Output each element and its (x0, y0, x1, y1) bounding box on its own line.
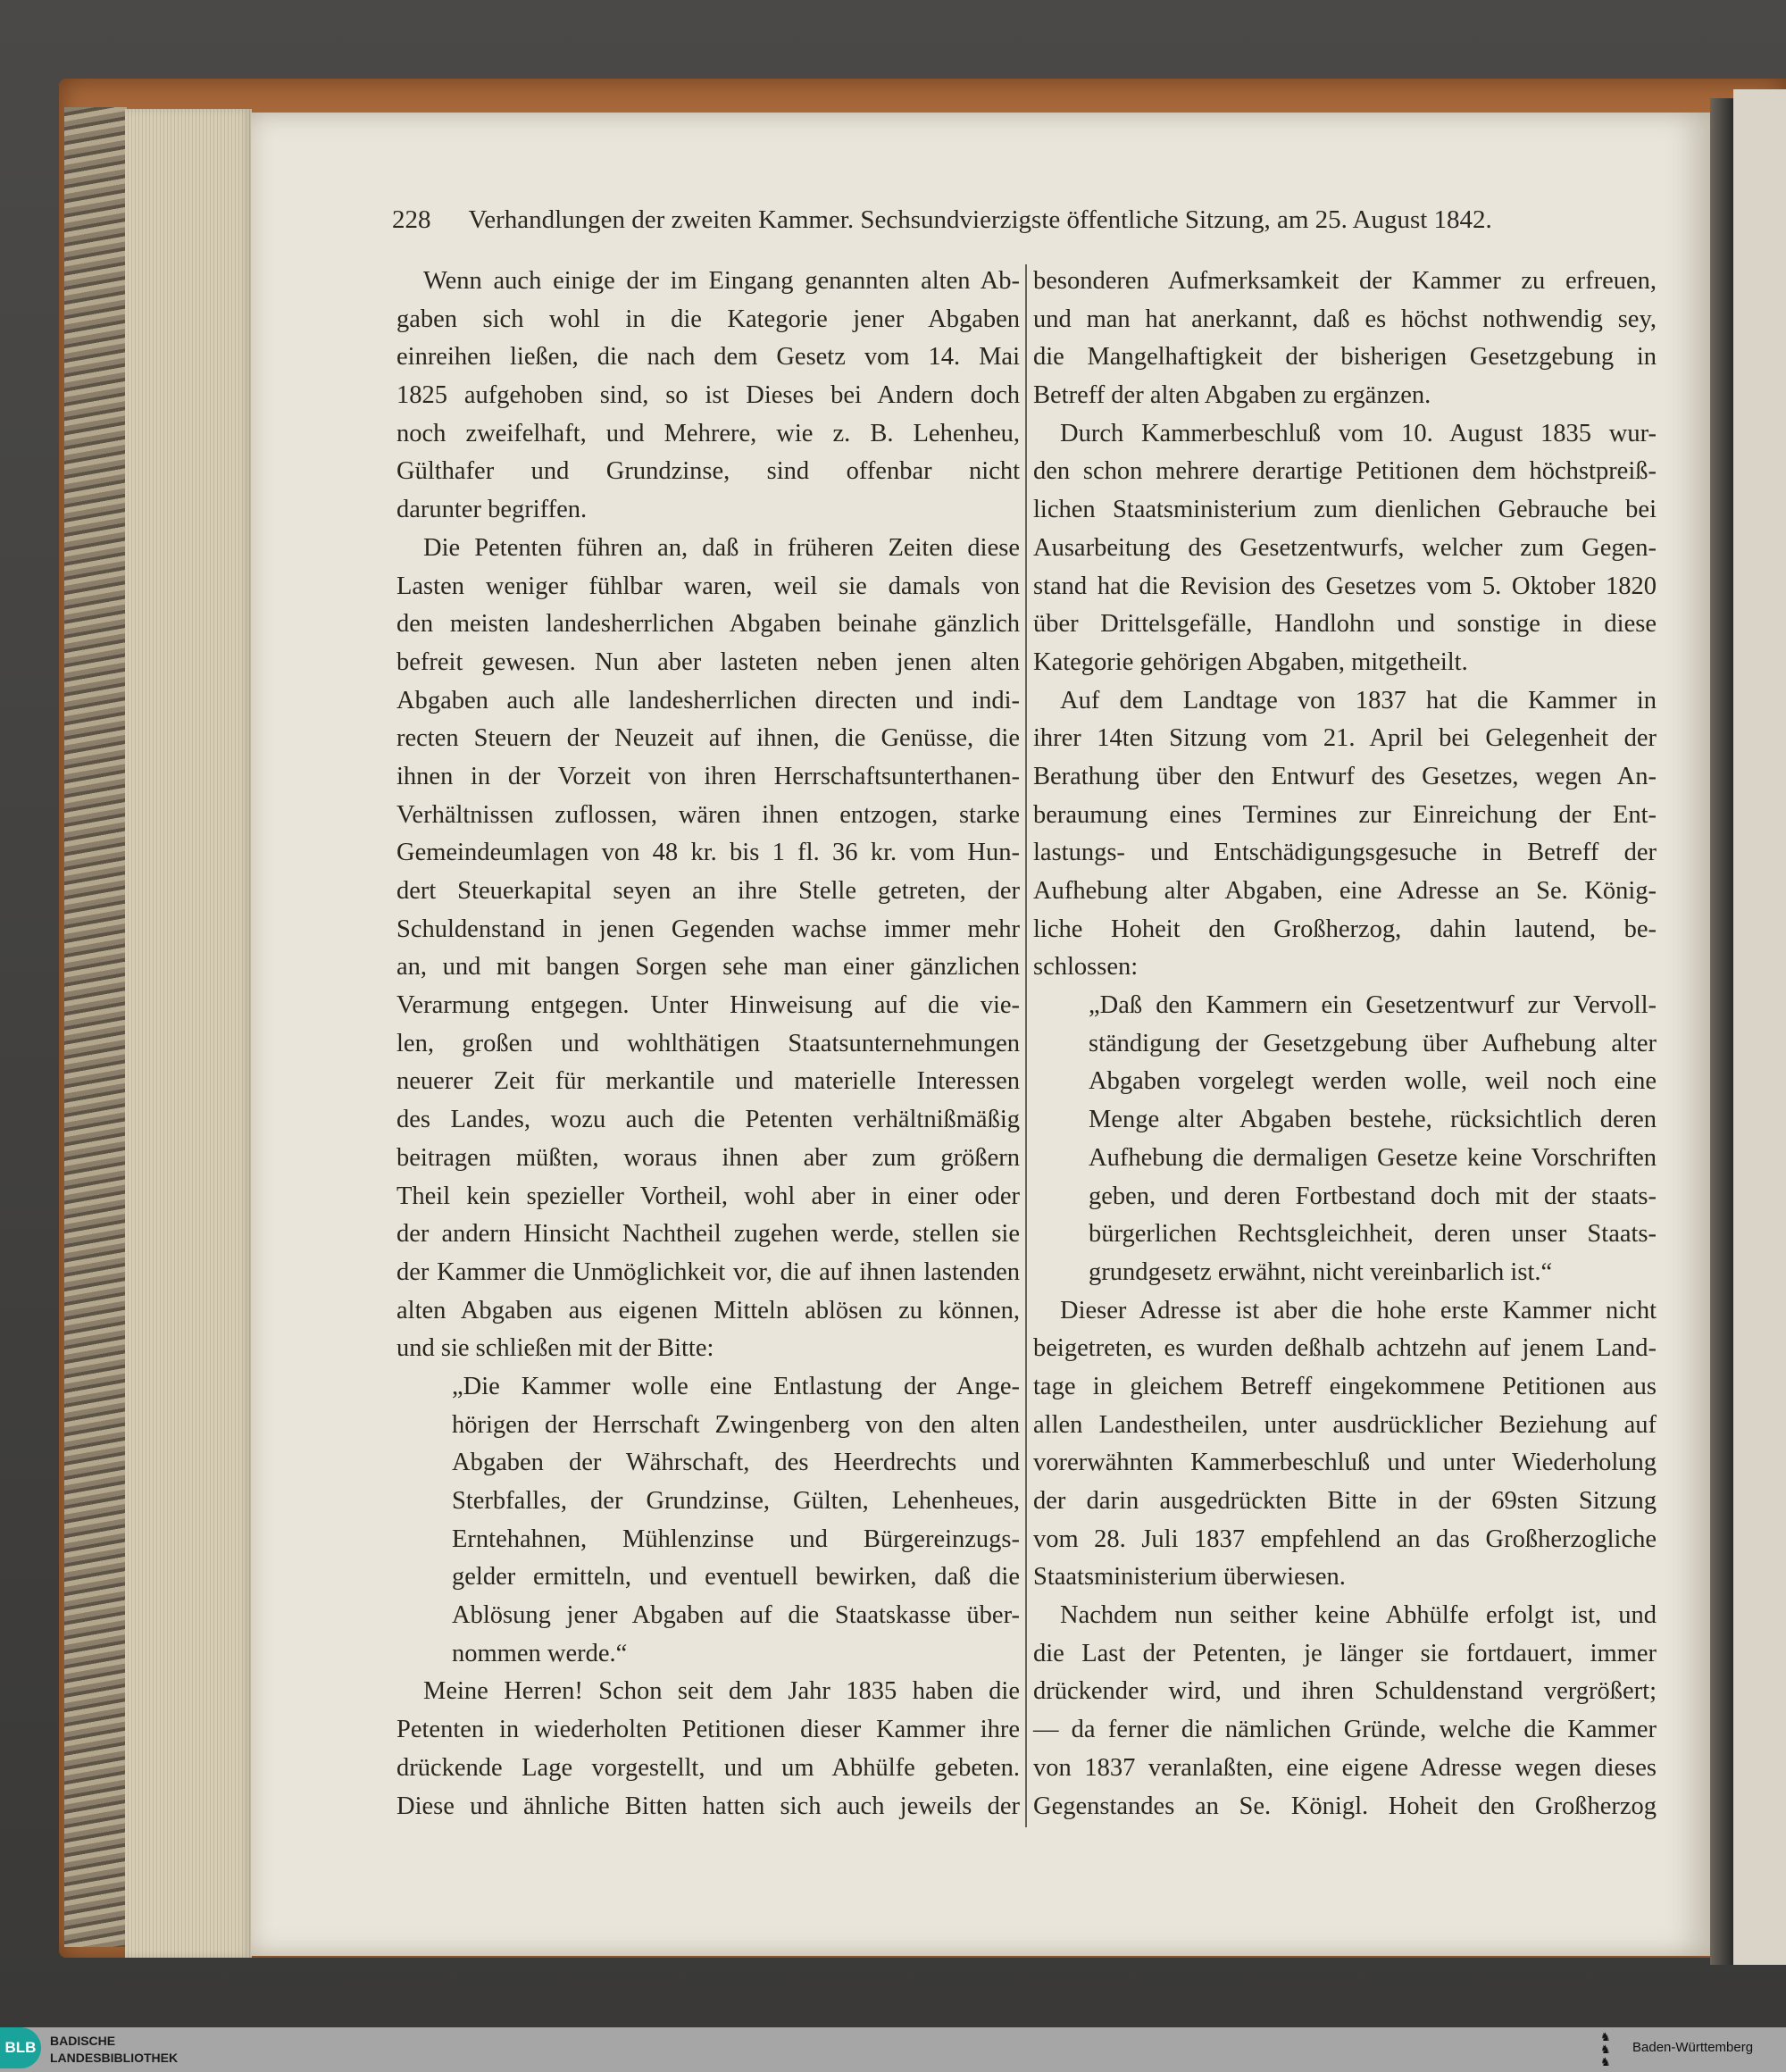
text-line: die Mangelhaftigkeit der bisherigen Gesetzgebung in (1033, 343, 1657, 372)
text-line: gelder ermitteln, und eventuell bewirken, daß die (452, 1563, 1020, 1592)
left-column (396, 263, 1020, 1826)
text-line: den meisten landesherrlichen Abgaben beinahe gänzlich (396, 610, 1020, 639)
paragraph (396, 1673, 1020, 1826)
text-line: Abgaben auch alle landesherrlichen directen und indi- (396, 686, 1020, 714)
text-line: drückende Lage vorgestellt, und um Abhülfe gebeten. (396, 1753, 1020, 1782)
text-line: beitragen müßten, woraus ihnen aber zum größern (396, 1143, 1020, 1172)
block-quote (1033, 987, 1657, 1292)
right-column (1033, 263, 1657, 1826)
text-line: — da ferner die nämlichen Gründe, welche die Kammer (1033, 1716, 1657, 1744)
text-line: nommen werde.“ (452, 1639, 628, 1667)
text-line: Diese und ähnliche Bitten hatten sich auch jeweils der (396, 1792, 1020, 1820)
text-line: der Kammer die Unmöglichkeit vor, die auf ihnen lastenden (396, 1257, 1020, 1286)
text-line: gaben sich wohl in die Kategorie jener Abgaben (396, 305, 1020, 333)
text-line: Petenten in wiederholten Petitionen dieser Kammer ihre (396, 1716, 1020, 1744)
text-line: den schon mehrere derartige Petitionen dem höchstpreiß- (1033, 457, 1657, 486)
text-line: Menge alter Abgaben bestehe, rücksichtlich deren (1089, 1106, 1657, 1134)
paragraph (1033, 1292, 1657, 1598)
text-line: Aufhebung die dermaligen Gesetze keine Vorschriften (1089, 1143, 1657, 1172)
text-line: ihnen in der Vorzeit von ihren Herrschaftsunterthanen- (396, 762, 1020, 790)
lion-emblem-icon: ♞ ♞ ♞ (1600, 2030, 1611, 2068)
book-gutter (1710, 98, 1733, 1965)
paragraph (396, 263, 1020, 530)
text-line: Sterbfalles, der Grundzinse, Gülten, Lehenheues, (452, 1487, 1020, 1515)
text-line: dert Steuerkapital seyen an ihre Stelle getreten, der (396, 877, 1020, 905)
running-header (392, 205, 1589, 245)
text-line: Berathung über den Entwurf des Gesetzes, wegen An- (1033, 762, 1657, 790)
text-line: Ausarbeitung des Gesetzentwurfs, welcher zum Gegen- (1033, 533, 1657, 562)
text-line: „Die Kammer wolle eine Entlastung der Ange- (452, 1372, 1020, 1400)
text-line: Gegenstandes an Se. Königl. Hoheit den Großherzog (1033, 1792, 1657, 1820)
library-name-line1: BADISCHE (50, 2034, 116, 2048)
text-line: vorerwähnten Kammerbeschluß und unter Wiederholung (1033, 1449, 1657, 1477)
text-line: bürgerlichen Rechtsgleichheit, deren unser Staats- (1089, 1220, 1657, 1249)
text-line: Abgaben der Währschaft, des Heerdrechts und (452, 1449, 1020, 1477)
paragraph (1033, 1597, 1657, 1826)
column-divider (1025, 264, 1027, 1827)
text-line: allen Landestheilen, unter ausdrücklicher Beziehung auf (1033, 1410, 1657, 1439)
text-line: an, und mit bangen Sorgen sehe man einer gänzlichen (396, 953, 1020, 982)
text-line: Auf dem Landtage von 1837 hat die Kammer in (1060, 686, 1657, 714)
text-line: befreit gewesen. Nun aber lasteten neben jenen alten (396, 648, 1020, 676)
text-line: Aufhebung alter Abgaben, eine Adresse an Se. König- (1033, 877, 1657, 905)
text-line: Abgaben vorgelegt werden wolle, weil noch eine (1089, 1067, 1657, 1096)
blb-logo[interactable] (0, 2027, 41, 2068)
text-line: beigetreten, es wurden deßhalb achtzehn auf jenem Land- (1033, 1334, 1657, 1363)
text-line: lichen Staatsministerium zum dienlichen Gebrauche bei (1033, 496, 1657, 524)
blb-logo-text: BLB (4, 2039, 37, 2056)
text-line: und sie schließen mit der Bitte: (396, 1334, 714, 1363)
text-line: tage in gleichem Betreff eingekommene Petitionen aus (1033, 1372, 1657, 1400)
text-line: Durch Kammerbeschluß vom 10. August 1835 wur- (1060, 419, 1657, 447)
text-line: drückender wird, und ihren Schuldenstand vergrößert; (1033, 1677, 1657, 1706)
text-line: Wenn auch einige der im Eingang genannten alten Ab- (423, 267, 1020, 295)
text-line: Lasten weniger fühlbar waren, weil sie damals von (396, 572, 1020, 600)
library-name-line2: LANDESBIBLIOTHEK (50, 2051, 179, 2065)
text-line: beraumung eines Termines zur Einreichung der Ent- (1033, 800, 1657, 829)
paragraph (1033, 682, 1657, 988)
marbled-spine-edge (64, 107, 127, 1947)
text-line: Betreff der alten Abgaben zu ergänzen. (1033, 381, 1431, 410)
text-line: Erntehahnen, Mühlenzinse und Bürgereinzugs- (452, 1525, 1020, 1553)
text-line: lastungs- und Entschädigungsgesuche in Betreff der (1033, 839, 1657, 867)
text-line: und man hat anerkannt, daß es höchst nothwendig sey, (1033, 305, 1657, 333)
text-line: besonderen Aufmerksamkeit der Kammer zu erfreuen, (1033, 267, 1657, 295)
text-line: stand hat die Revision des Gesetzes vom 5. Oktober 1820 (1033, 572, 1657, 600)
text-line: recten Steuern der Neuzeit auf ihnen, die Genüsse, die (396, 724, 1020, 753)
text-line: liche Hoheit den Großherzog, dahin lautend, be- (1033, 915, 1657, 943)
text-line: der andern Hinsicht Nachtheil zugehen werde, stellen sie (396, 1220, 1020, 1249)
page-stack-edge (125, 109, 252, 1958)
running-title: Verhandlungen der zweiten Kammer. Sechsundvierzigste öffentliche Sitzung, am 25. August 1842. (468, 205, 1492, 234)
text-line: Nachdem nun seither keine Abhülfe erfolgt ist, und (1060, 1601, 1657, 1630)
text-line: des Landes, wozu auch die Petenten verhältnißmäßig (396, 1106, 1020, 1134)
text-line: ihrer 14ten Sitzung vom 21. April bei Gelegenheit der (1033, 724, 1657, 753)
text-line: Ablösung jener Abgaben auf die Staatskasse über- (452, 1601, 1020, 1630)
text-line: ständigung der Gesetzgebung über Aufhebung alter (1089, 1029, 1657, 1057)
text-line: grundgesetz erwähnt, nicht vereinbarlich ist.“ (1089, 1257, 1553, 1286)
state-name: Baden-Württemberg (1632, 2040, 1754, 2055)
text-line: über Drittelsgefälle, Handlohn und sonstige in diese (1033, 610, 1657, 639)
text-line: Staatsministerium überwiesen. (1033, 1563, 1346, 1592)
text-line: Gülthafer und Grundzinse, sind offenbar nicht (396, 457, 1020, 486)
text-line: Verarmung entgegen. Unter Hinweisung auf die vie- (396, 991, 1020, 1020)
text-line: neuerer Zeit für merkantile und materielle Interessen (396, 1067, 1020, 1096)
text-line: vom 28. Juli 1837 empfehlend an das Großherzogliche (1033, 1525, 1657, 1553)
text-line: schlossen: (1033, 953, 1139, 982)
text-line: Theil kein spezieller Vortheil, wohl aber in einer oder (396, 1182, 1020, 1210)
text-line: darunter begriffen. (396, 496, 588, 524)
facing-page-edge (1733, 89, 1786, 1965)
viewer-footer (0, 2027, 1786, 2072)
text-line: geben, und deren Fortbestand doch mit der staats- (1089, 1182, 1657, 1210)
text-line: einreihen ließen, die nach dem Gesetz vom 14. Mai (396, 343, 1020, 372)
text-line: Schuldenstand in jenen Gegenden wachse immer mehr (396, 915, 1020, 943)
text-line: alten Abgaben aus eigenen Mitteln ablösen zu können, (396, 1296, 1020, 1324)
text-line: der darin ausgedrückten Bitte in der 69sten Sitzung (1033, 1487, 1657, 1515)
text-line: Kategorie gehörigen Abgaben, mitgetheilt. (1033, 648, 1468, 676)
library-name (50, 2033, 178, 2067)
text-line: „Daß den Kammern ein Gesetzentwurf zur Vervoll- (1089, 991, 1657, 1020)
text-line: hörigen der Herrschaft Zwingenberg von den alten (452, 1410, 1020, 1439)
text-line: noch zweifelhaft, und Mehrere, wie z. B. Lehenheu, (396, 419, 1020, 447)
text-line: Verhältnissen zuflossen, wären ihnen entzogen, starke (396, 800, 1020, 829)
text-line: von 1837 veranlaßten, eine eigene Adresse wegen dieses (1033, 1753, 1657, 1782)
paragraph (1033, 415, 1657, 682)
text-line: 1825 aufgehoben sind, so ist Dieses bei Andern doch (396, 381, 1020, 410)
text-line: Dieser Adresse ist aber die hohe erste Kammer nicht (1060, 1296, 1657, 1324)
text-line: Gemeindeumlagen von 48 kr. bis 1 fl. 36 kr. vom Hun- (396, 839, 1020, 867)
text-line: Die Petenten führen an, daß in früheren Zeiten diese (423, 533, 1020, 562)
block-quote (396, 1368, 1020, 1674)
text-line: len, großen und wohlthätigen Staatsunternehmungen (396, 1029, 1020, 1057)
page-number: 228 (392, 205, 431, 234)
text-line: Meine Herren! Schon seit dem Jahr 1835 haben die (423, 1677, 1020, 1706)
paragraph (396, 530, 1020, 1368)
paragraph (1033, 263, 1657, 415)
text-line: die Last der Petenten, je länger sie fortdauert, immer (1033, 1639, 1657, 1667)
